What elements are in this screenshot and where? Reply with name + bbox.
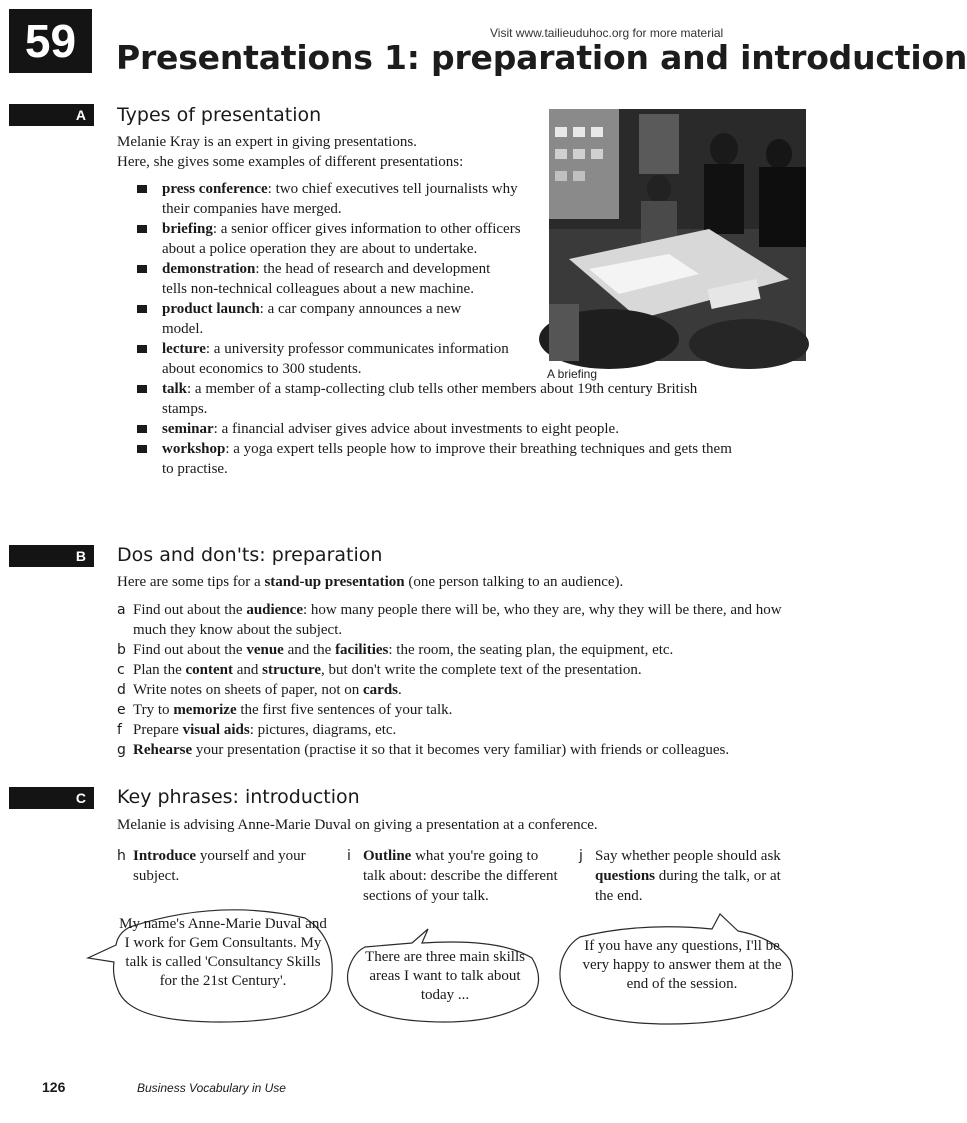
term: product launch <box>162 301 260 317</box>
term: workshop <box>162 441 226 457</box>
term: structure <box>262 662 322 678</box>
intro-text: Here are some tips for a <box>117 574 265 590</box>
visit-link-text[interactable]: Visit www.tailieuduhoc.org for more material <box>490 26 724 40</box>
section-a-intro-1: Melanie Kray is an expert in giving presentations. <box>117 134 417 150</box>
section-b-tab: B <box>9 545 94 567</box>
text: Write notes on sheets of paper, not on <box>133 682 363 698</box>
term: Rehearse <box>133 742 193 758</box>
term: audience <box>246 602 303 618</box>
text: Try to <box>133 702 174 718</box>
definition: : a car company announces a new model. <box>162 301 462 337</box>
text: during the talk, or at the end. <box>595 868 781 904</box>
page-title: Presentations 1: preparation and introduction <box>116 38 967 77</box>
text: : the room, the seating plan, the equipment, etc. <box>388 642 674 658</box>
definition: : a senior officer gives information to other officers about a police operation they are about to undertake. <box>162 221 521 257</box>
text: Find out about the <box>133 642 247 658</box>
text: yourself and your subject. <box>133 848 306 884</box>
term: talk <box>162 381 188 397</box>
section-a-tab: A <box>9 104 94 126</box>
definition: : the head of research and development tells non-technical colleagues about a new machine. <box>162 261 491 297</box>
term: seminar <box>162 421 214 437</box>
item-letter: f <box>117 722 122 738</box>
term: facilities <box>335 642 389 658</box>
text: . <box>398 682 402 698</box>
term: press conference <box>162 181 268 197</box>
book-title: Business Vocabulary in Use <box>137 1081 286 1095</box>
term: Outline <box>363 848 412 864</box>
definition: : a member of a stamp-collecting club tells other members about 19th century British stamps. <box>162 381 698 417</box>
unit-number: 59 <box>24 15 77 67</box>
section-b-heading: Dos and don'ts: preparation <box>117 544 383 566</box>
term: questions <box>595 868 656 884</box>
definition: : two chief executives tell journalists why their companies have merged. <box>162 181 518 217</box>
photo-caption: A briefing <box>547 367 598 381</box>
item-letter: g <box>117 742 126 758</box>
text: Say whether people should ask <box>595 848 781 864</box>
section-c-intro: Melanie is advising Anne-Marie Duval on giving a presentation at a conference. <box>117 817 598 833</box>
item-letter: c <box>117 662 125 678</box>
term: visual aids <box>182 722 250 738</box>
speech-bubble-3: If you have any questions, I'll be very happy to answer them at the end of the session. <box>582 938 782 992</box>
item-letter: h <box>117 848 126 864</box>
item-letter: j <box>579 848 583 864</box>
item-letter: d <box>117 682 126 698</box>
text: and <box>233 662 263 678</box>
text: Plan the <box>133 662 186 678</box>
page-number: 126 <box>42 1079 66 1095</box>
term: venue <box>246 642 284 658</box>
term: memorize <box>173 702 237 718</box>
term: briefing <box>162 221 213 237</box>
term: Introduce <box>133 848 197 864</box>
intro-term: stand-up presentation <box>264 574 405 590</box>
text: : how many people there will be, who they are, why they will be there, and how much they know about the subject. <box>133 602 782 638</box>
section-a-intro-2: Here, she gives some examples of different presentations: <box>117 154 464 170</box>
item-letter: i <box>347 848 351 864</box>
definition: : a university professor communicates information about economics to 300 students. <box>162 341 509 377</box>
section-c-heading: Key phrases: introduction <box>117 786 360 808</box>
speech-bubble-1: My name's Anne-Marie Duval and I work for Gem Consultants. My talk is called 'Consultancy Skills for the 21st Century'. <box>119 916 327 989</box>
text: the first five sentences of your talk. <box>236 702 453 718</box>
text: your presentation (practise it so that it becomes very familiar) with friends or colleagues. <box>192 742 730 758</box>
speech-bubble-2: There are three main skills areas I want to talk about today ... <box>365 949 525 1003</box>
item-letter: a <box>117 602 126 618</box>
section-c-tab: C <box>9 787 94 809</box>
item-letter: e <box>117 702 126 718</box>
section-a-heading: Types of presentation <box>117 104 322 126</box>
intro-text: (one person talking to an audience). <box>404 574 624 590</box>
term: demonstration <box>162 261 256 277</box>
item-letter: b <box>117 642 126 658</box>
definition: : a yoga expert tells people how to improve their breathing techniques and gets them to practise. <box>162 441 732 477</box>
term: lecture <box>162 341 206 357</box>
text: Prepare <box>133 722 183 738</box>
text: and the <box>283 642 336 658</box>
text: Find out about the <box>133 602 247 618</box>
term: cards <box>363 682 398 698</box>
term: content <box>185 662 233 678</box>
text: : pictures, diagrams, etc. <box>249 722 397 738</box>
definition: : a financial adviser gives advice about investments to eight people. <box>213 421 619 437</box>
text: what you're going to talk about: describe the different sections of your talk. <box>363 848 558 904</box>
text: , but don't write the complete text of the presentation. <box>321 662 642 678</box>
